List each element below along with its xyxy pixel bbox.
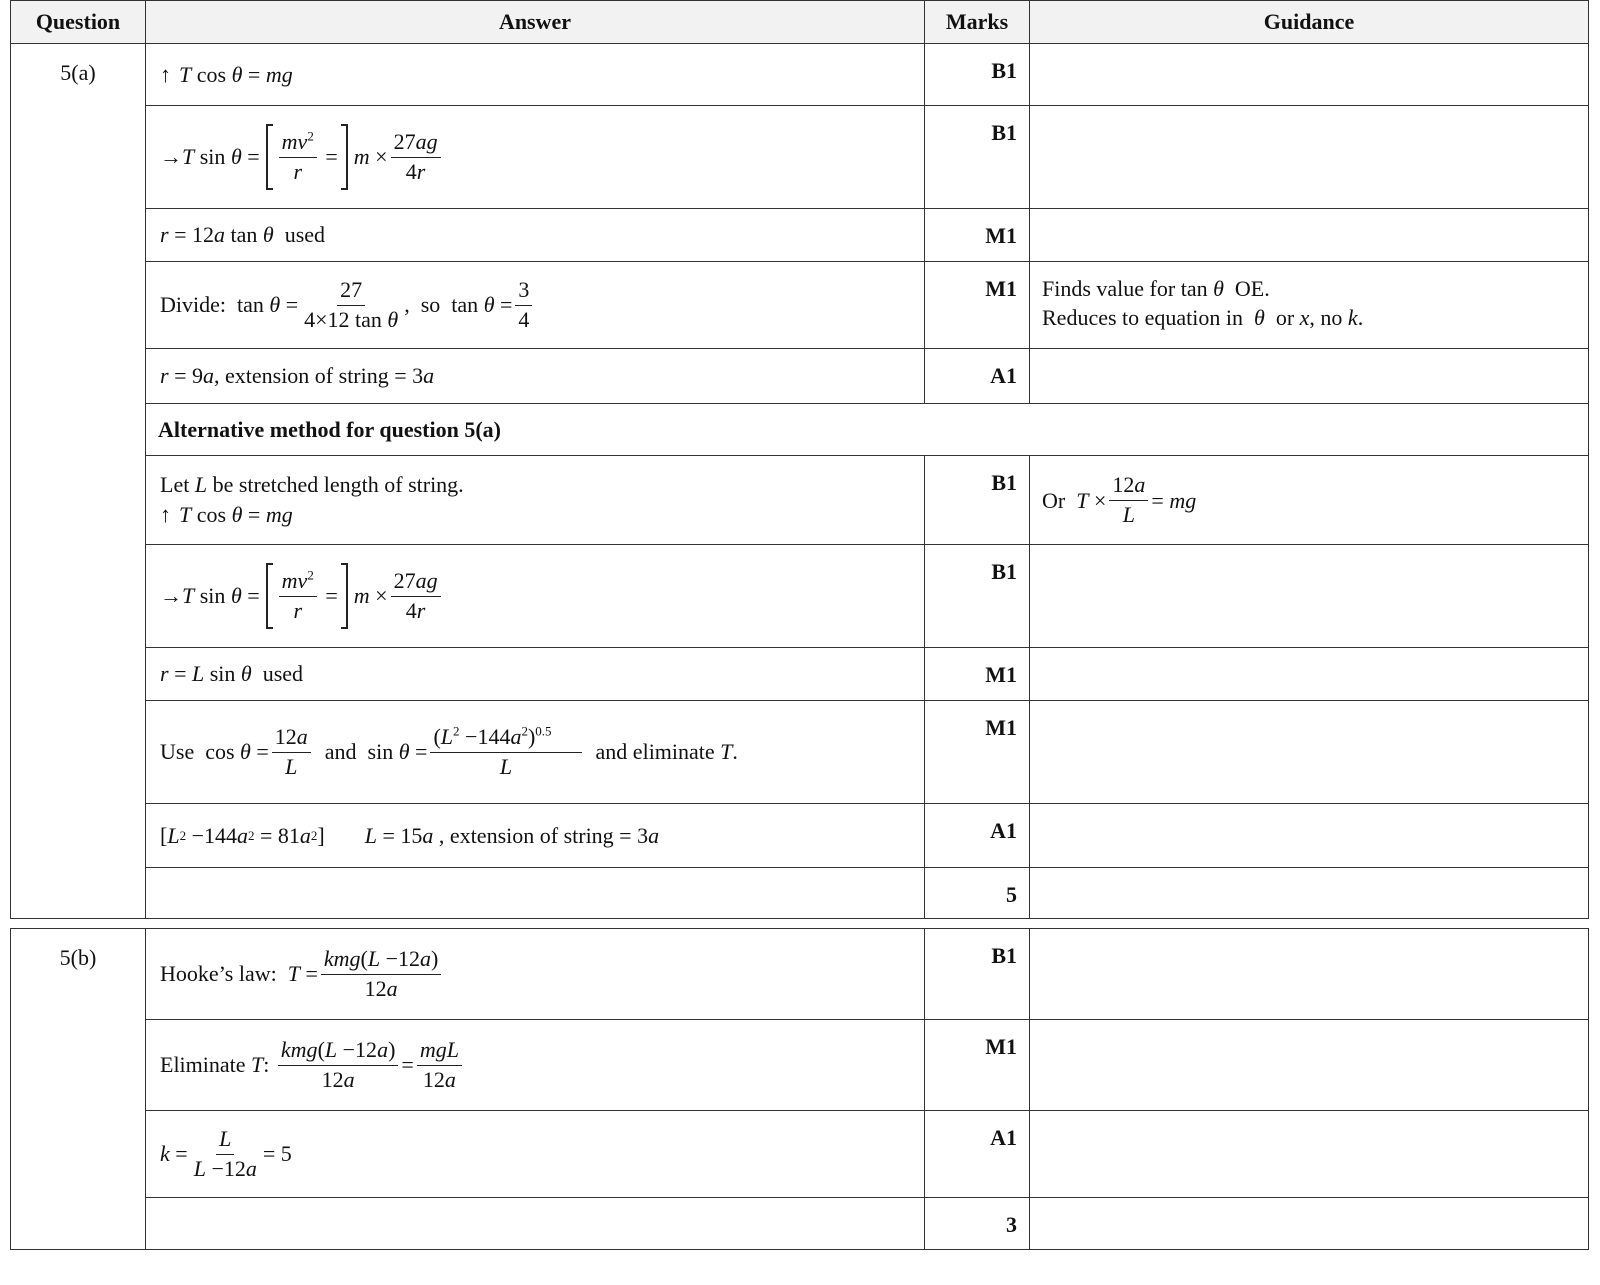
guidance-cell [1030, 106, 1589, 209]
guidance-cell [1030, 1198, 1589, 1250]
table-row [11, 404, 1589, 456]
guidance-text: or [1275, 305, 1295, 330]
mark-cell: M1 [925, 648, 1030, 701]
guidance-cell [1030, 209, 1589, 262]
answer-text: used [262, 661, 304, 686]
table-row [11, 456, 1589, 545]
table-row [11, 262, 1589, 349]
table-row [11, 804, 1589, 868]
mark-cell: B1 [925, 545, 1030, 648]
answer-text: used [284, 222, 326, 247]
answer-text: Use [160, 739, 195, 764]
table-row [11, 44, 1589, 106]
guidance-cell [1030, 701, 1589, 804]
guidance-cell [1030, 929, 1589, 1020]
guidance-cell [1030, 44, 1589, 106]
answer-cell [146, 868, 925, 919]
guidance-text: Reduces to equation in [1042, 305, 1244, 330]
table-row [11, 106, 1589, 209]
mark-cell: B1 [925, 929, 1030, 1020]
guidance-cell [1030, 648, 1589, 701]
mark-cell: M1 [925, 262, 1030, 349]
guidance-text: Finds value for [1042, 276, 1176, 301]
question-label: 5(b) [11, 929, 146, 1250]
answer-cell: Let L be stretched length of string. ↑ T cos θ = mg [146, 456, 925, 545]
mark-cell: M1 [925, 209, 1030, 262]
answer-cell: → T sin θ = $\frac{mv^2}{r}$ = m × $\frac{27ag}{4r}$ [146, 106, 925, 209]
table-row [11, 349, 1589, 404]
header-guidance: Guidance [1030, 1, 1589, 44]
guidance-cell [1030, 1020, 1589, 1111]
header-answer: Answer [146, 1, 925, 44]
header-question: Question [11, 1, 146, 44]
answer-cell: Use cos θ = $\frac{12a}{L}$ and sin θ = $\frac{(L^2 -144a^2)^{0.5}}{L}$ and eliminate T . [146, 701, 925, 804]
answer-cell: r = L sin θ used [146, 648, 925, 701]
mark-scheme-table-part-b [10, 928, 1589, 1250]
mark-cell: A1 [925, 1111, 1030, 1198]
answer-cell: Eliminate T : $\frac{\text{kmg(L −12a)}}{12a}$ = $\frac{\text{mgL}}{12a}$ [146, 1020, 925, 1111]
question-label: 5(a) [11, 44, 146, 919]
table-row [11, 1198, 1589, 1250]
answer-text: , extension of string = [438, 822, 632, 848]
table-row [11, 701, 1589, 804]
guidance-cell [1030, 349, 1589, 404]
answer-cell: r = 9 a , extension of string = 3 a [146, 349, 925, 404]
answer-text: and eliminate [595, 739, 715, 764]
total-mark-cell: 3 [925, 1198, 1030, 1250]
mark-cell: M1 [925, 701, 1030, 804]
table-row [11, 209, 1589, 262]
answer-cell: Hooke’s law: T = $\frac{\text{kmg(L −12a)}}{12a}$ [146, 929, 925, 1020]
answer-text: so [420, 292, 441, 317]
table-row [11, 1020, 1589, 1111]
mark-cell: B1 [925, 44, 1030, 106]
mark-cell: A1 [925, 349, 1030, 404]
mark-cell: M1 [925, 1020, 1030, 1111]
answer-text: Hooke’s law: [160, 961, 277, 986]
total-mark-cell: 5 [925, 868, 1030, 919]
mark-cell: A1 [925, 804, 1030, 868]
answer-cell: ↑ T cos θ = mg [146, 44, 925, 106]
answer-text: Let [160, 472, 190, 497]
table-row [11, 868, 1589, 919]
guidance-text: , no [1309, 305, 1343, 330]
table-row [11, 648, 1589, 701]
answer-text: , extension of string = [213, 363, 407, 388]
answer-cell: [ L 2 −144 a 2 = 81 a 2 ] L = 15 a , extension of string = 3 a [146, 804, 925, 868]
answer-text: Divide: [160, 292, 226, 317]
answer-cell: Divide: tan θ = $\frac{27}{\text{4×12 tan θ}}$ , so tan θ = $\frac{3}{4}$ [146, 262, 925, 349]
alternative-method-heading: Alternative method for question 5(a) [146, 404, 1589, 456]
guidance-cell [1030, 1111, 1589, 1198]
guidance-text: Or [1042, 487, 1066, 513]
answer-text: and [324, 739, 357, 764]
table-row [11, 545, 1589, 648]
guidance-cell [1030, 545, 1589, 648]
guidance-cell: Finds value for tan θ OE. Reduces to equation in θ or x, no k. [1030, 262, 1589, 349]
header-marks: Marks [925, 1, 1030, 44]
guidance-text: OE. [1234, 276, 1270, 301]
guidance-cell [1030, 804, 1589, 868]
mark-scheme-table-part-a [10, 0, 1589, 919]
answer-cell: k = $\frac{L}{L -12a}$ = 5 [146, 1111, 925, 1198]
mark-cell: B1 [925, 106, 1030, 209]
answer-text: be stretched length of string. [212, 472, 464, 497]
table-row [11, 929, 1589, 1020]
answer-cell: r = 12 a tan θ used [146, 209, 925, 262]
answer-cell [146, 1198, 925, 1250]
answer-cell: → T sin θ = $\frac{mv^2}{r}$ = m × $\frac{27ag}{4r}$ [146, 545, 925, 648]
answer-text: Eliminate [160, 1052, 246, 1077]
table-header-row [11, 1, 1589, 44]
mark-cell: B1 [925, 456, 1030, 545]
guidance-cell [1030, 868, 1589, 919]
table-row [11, 1111, 1589, 1198]
guidance-cell: Or T × $\frac{12a}{L}$ = mg [1030, 456, 1589, 545]
